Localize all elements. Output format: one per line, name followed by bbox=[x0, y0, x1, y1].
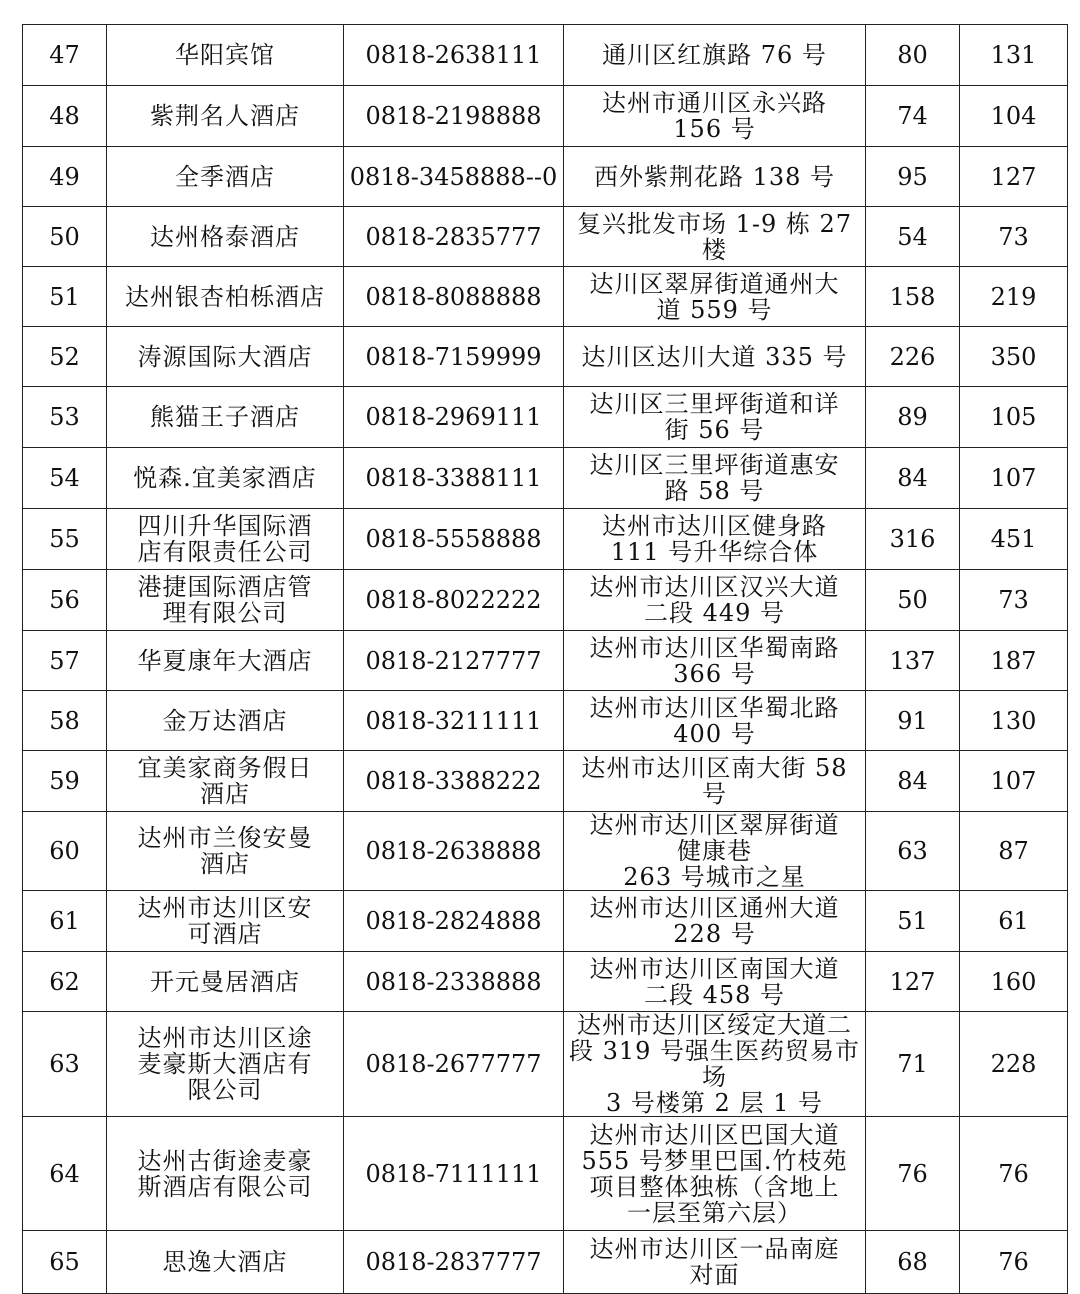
table-row bbox=[23, 86, 1068, 147]
table-row bbox=[23, 509, 1068, 570]
table-row bbox=[23, 1117, 1068, 1231]
table-row bbox=[23, 570, 1068, 631]
table-row bbox=[23, 751, 1068, 812]
bed-count: 451 bbox=[960, 509, 1068, 570]
phone-number: 0818-3388222 bbox=[344, 751, 564, 812]
bed-count: 160 bbox=[960, 952, 1068, 1012]
phone-number: 0818-2837777 bbox=[344, 1231, 564, 1294]
hotel-address: 达川区三里坪街道惠安 路 58 号 bbox=[564, 448, 866, 509]
room-count: 54 bbox=[866, 207, 960, 267]
bed-count: 105 bbox=[960, 387, 1068, 448]
row-number: 55 bbox=[23, 509, 107, 570]
room-count: 76 bbox=[866, 1117, 960, 1231]
room-count: 74 bbox=[866, 86, 960, 147]
table-row bbox=[23, 147, 1068, 207]
row-number: 64 bbox=[23, 1117, 107, 1231]
row-number: 58 bbox=[23, 691, 107, 751]
hotel-address: 达州市达川区翠屏街道 健康巷 263 号城市之星 bbox=[564, 812, 866, 891]
hotel-address: 达川区翠屏街道通州大 道 559 号 bbox=[564, 267, 866, 327]
row-number: 52 bbox=[23, 327, 107, 387]
phone-number: 0818-2338888 bbox=[344, 952, 564, 1012]
hotel-name: 宜美家商务假日 酒店 bbox=[107, 751, 344, 812]
hotel-name: 紫荆名人酒店 bbox=[107, 86, 344, 147]
row-number: 53 bbox=[23, 387, 107, 448]
bed-count: 73 bbox=[960, 570, 1068, 631]
hotel-name: 熊猫王子酒店 bbox=[107, 387, 344, 448]
row-number: 65 bbox=[23, 1231, 107, 1294]
room-count: 50 bbox=[866, 570, 960, 631]
room-count: 91 bbox=[866, 691, 960, 751]
hotel-address: 达州市达川区绥定大道二 段 319 号强生医药贸易市场 3 号楼第 2 层 1 号 bbox=[564, 1012, 866, 1117]
phone-number: 0818-2127777 bbox=[344, 631, 564, 691]
table-row bbox=[23, 267, 1068, 327]
hotel-name: 达州古街途麦豪 斯酒店有限公司 bbox=[107, 1117, 344, 1231]
phone-number: 0818-3388111 bbox=[344, 448, 564, 509]
room-count: 226 bbox=[866, 327, 960, 387]
hotel-address: 达川区达川大道 335 号 bbox=[564, 327, 866, 387]
room-count: 71 bbox=[866, 1012, 960, 1117]
bed-count: 130 bbox=[960, 691, 1068, 751]
hotel-name: 港捷国际酒店管 理有限公司 bbox=[107, 570, 344, 631]
phone-number: 0818-2835777 bbox=[344, 207, 564, 267]
hotel-name: 达州市达川区安 可酒店 bbox=[107, 891, 344, 952]
table-row bbox=[23, 387, 1068, 448]
row-number: 51 bbox=[23, 267, 107, 327]
hotel-name: 达州格泰酒店 bbox=[107, 207, 344, 267]
row-number: 59 bbox=[23, 751, 107, 812]
hotel-address: 达州市达川区华蜀南路 366 号 bbox=[564, 631, 866, 691]
table-row bbox=[23, 1231, 1068, 1294]
row-number: 47 bbox=[23, 25, 107, 86]
hotel-address: 达州市达川区通州大道 228 号 bbox=[564, 891, 866, 952]
table-row bbox=[23, 631, 1068, 691]
room-count: 84 bbox=[866, 751, 960, 812]
row-number: 49 bbox=[23, 147, 107, 207]
room-count: 51 bbox=[866, 891, 960, 952]
bed-count: 104 bbox=[960, 86, 1068, 147]
row-number: 56 bbox=[23, 570, 107, 631]
bed-count: 107 bbox=[960, 751, 1068, 812]
room-count: 80 bbox=[866, 25, 960, 86]
room-count: 127 bbox=[866, 952, 960, 1012]
bed-count: 76 bbox=[960, 1117, 1068, 1231]
row-number: 62 bbox=[23, 952, 107, 1012]
bed-count: 61 bbox=[960, 891, 1068, 952]
phone-number: 0818-8088888 bbox=[344, 267, 564, 327]
hotel-table bbox=[22, 24, 1068, 1294]
hotel-address: 达川区三里坪街道和详 街 56 号 bbox=[564, 387, 866, 448]
phone-number: 0818-3211111 bbox=[344, 691, 564, 751]
hotel-name: 达州市兰俊安曼 酒店 bbox=[107, 812, 344, 891]
room-count: 158 bbox=[866, 267, 960, 327]
table-row bbox=[23, 1012, 1068, 1117]
hotel-address: 西外紫荆花路 138 号 bbox=[564, 147, 866, 207]
row-number: 63 bbox=[23, 1012, 107, 1117]
hotel-address: 达州市达川区南大街 58 号 bbox=[564, 751, 866, 812]
phone-number: 0818-2638111 bbox=[344, 25, 564, 86]
hotel-name: 开元曼居酒店 bbox=[107, 952, 344, 1012]
bed-count: 131 bbox=[960, 25, 1068, 86]
table-row bbox=[23, 691, 1068, 751]
bed-count: 350 bbox=[960, 327, 1068, 387]
hotel-address: 达州市达川区健身路 111 号升华综合体 bbox=[564, 509, 866, 570]
room-count: 89 bbox=[866, 387, 960, 448]
table-row bbox=[23, 812, 1068, 891]
row-number: 60 bbox=[23, 812, 107, 891]
room-count: 63 bbox=[866, 812, 960, 891]
table-row bbox=[23, 25, 1068, 86]
room-count: 84 bbox=[866, 448, 960, 509]
phone-number: 0818-8022222 bbox=[344, 570, 564, 631]
hotel-table-body bbox=[23, 25, 1068, 1294]
hotel-name: 金万达酒店 bbox=[107, 691, 344, 751]
row-number: 61 bbox=[23, 891, 107, 952]
room-count: 95 bbox=[866, 147, 960, 207]
table-row bbox=[23, 952, 1068, 1012]
hotel-name: 四川升华国际酒 店有限责任公司 bbox=[107, 509, 344, 570]
phone-number: 0818-3458888--0 bbox=[344, 147, 564, 207]
phone-number: 0818-5558888 bbox=[344, 509, 564, 570]
room-count: 316 bbox=[866, 509, 960, 570]
bed-count: 87 bbox=[960, 812, 1068, 891]
hotel-address: 达州市达川区汉兴大道 二段 449 号 bbox=[564, 570, 866, 631]
bed-count: 228 bbox=[960, 1012, 1068, 1117]
row-number: 50 bbox=[23, 207, 107, 267]
bed-count: 127 bbox=[960, 147, 1068, 207]
hotel-address: 达州市通川区永兴路 156 号 bbox=[564, 86, 866, 147]
row-number: 57 bbox=[23, 631, 107, 691]
phone-number: 0818-2638888 bbox=[344, 812, 564, 891]
hotel-address: 达州市达川区华蜀北路 400 号 bbox=[564, 691, 866, 751]
bed-count: 187 bbox=[960, 631, 1068, 691]
hotel-name: 思逸大酒店 bbox=[107, 1231, 344, 1294]
phone-number: 0818-2198888 bbox=[344, 86, 564, 147]
bed-count: 219 bbox=[960, 267, 1068, 327]
table-row bbox=[23, 891, 1068, 952]
table-row bbox=[23, 327, 1068, 387]
row-number: 48 bbox=[23, 86, 107, 147]
hotel-name: 涛源国际大酒店 bbox=[107, 327, 344, 387]
hotel-address: 达州市达川区南国大道 二段 458 号 bbox=[564, 952, 866, 1012]
phone-number: 0818-2969111 bbox=[344, 387, 564, 448]
hotel-name: 全季酒店 bbox=[107, 147, 344, 207]
hotel-name: 华夏康年大酒店 bbox=[107, 631, 344, 691]
phone-number: 0818-7159999 bbox=[344, 327, 564, 387]
table-row bbox=[23, 448, 1068, 509]
row-number: 54 bbox=[23, 448, 107, 509]
phone-number: 0818-2677777 bbox=[344, 1012, 564, 1117]
hotel-address: 达州市达川区巴国大道 555 号梦里巴国.竹枝苑 项目整体独栋（含地上 一层至第六层） bbox=[564, 1117, 866, 1231]
hotel-address: 达州市达川区一品南庭 对面 bbox=[564, 1231, 866, 1294]
room-count: 137 bbox=[866, 631, 960, 691]
phone-number: 0818-2824888 bbox=[344, 891, 564, 952]
table-row bbox=[23, 207, 1068, 267]
hotel-address: 复兴批发市场 1-9 栋 27 楼 bbox=[564, 207, 866, 267]
bed-count: 76 bbox=[960, 1231, 1068, 1294]
room-count: 68 bbox=[866, 1231, 960, 1294]
phone-number: 0818-7111111 bbox=[344, 1117, 564, 1231]
bed-count: 107 bbox=[960, 448, 1068, 509]
hotel-address: 通川区红旗路 76 号 bbox=[564, 25, 866, 86]
hotel-name: 悦森.宜美家酒店 bbox=[107, 448, 344, 509]
hotel-name: 华阳宾馆 bbox=[107, 25, 344, 86]
bed-count: 73 bbox=[960, 207, 1068, 267]
hotel-name: 达州市达川区途 麦豪斯大酒店有 限公司 bbox=[107, 1012, 344, 1117]
hotel-name: 达州银杏柏栎酒店 bbox=[107, 267, 344, 327]
